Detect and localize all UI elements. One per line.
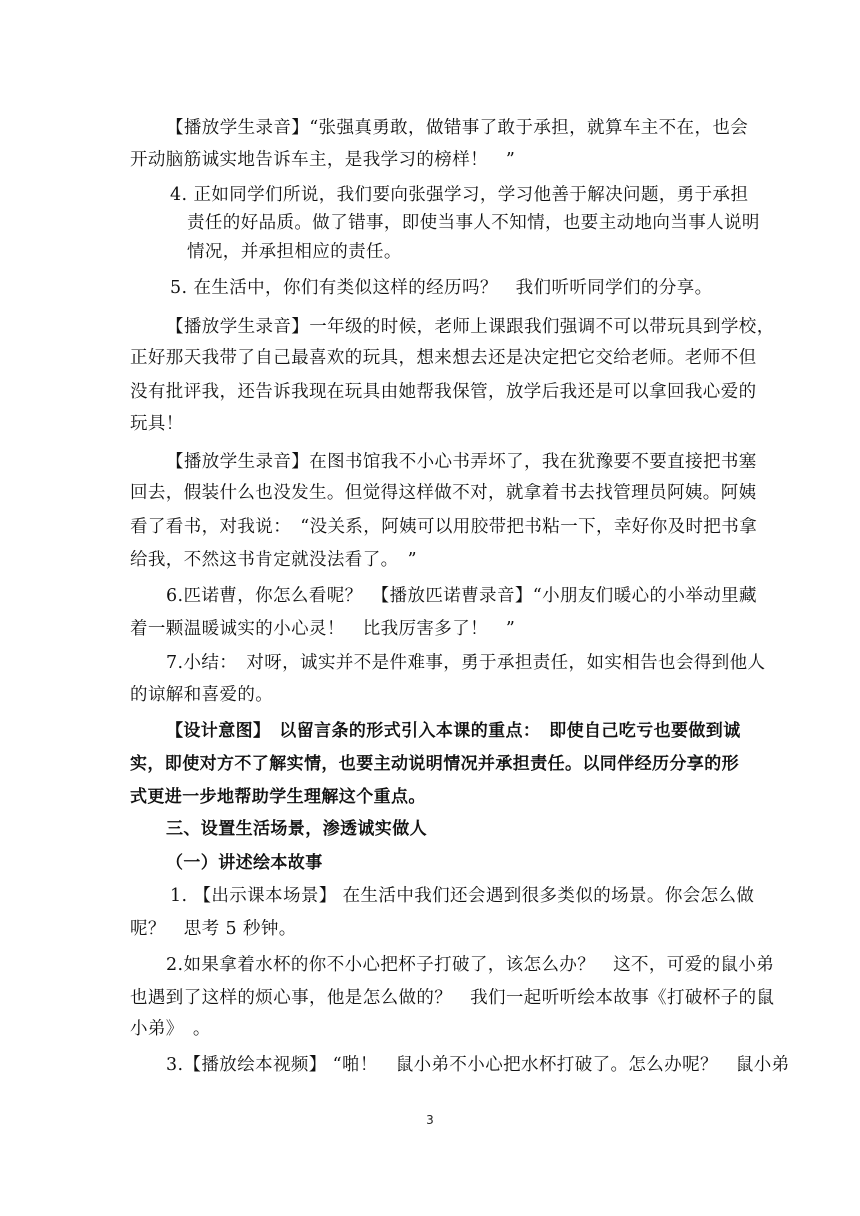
page-number: 3 <box>426 1113 434 1127</box>
text-line: 责任的好品质。做了错事，即使当事人不知情，也要主动地向当事人说明 <box>187 213 760 233</box>
design-intent-line: 实，即使对方不了解实情，也要主动说明情况并承担责任。以同伴经历分享的形 <box>130 754 739 774</box>
text-line: 开动脑筋诚实地告诉车主，是我学习的榜样！ ” <box>130 150 516 170</box>
text-line: 1. 【出示课本场景】 在生活中我们还会遇到很多类似的场景。你会怎么做 <box>170 886 755 906</box>
text-line: 也遇到了这样的烦心事，他是怎么做的？ 我们一起听听绘本故事《打破杯子的鼠 <box>130 988 775 1008</box>
text-line: 6.匹诺曹，你怎么看呢？ 【播放匹诺曹录音】“小朋友们暖心的小举动里藏 <box>166 586 757 606</box>
text-line: 玩具！ <box>130 414 184 434</box>
text-line: 2.如果拿着水杯的你不小心把杯子打破了，该怎么办？ 这不，可爱的鼠小弟 <box>166 955 775 975</box>
text-line: 回去，假装什么也没发生。但觉得这样做不对，就拿着书去找管理员阿姨。阿姨 <box>130 483 757 503</box>
text-line: 给我，不然这书肯定就没法看了。 ” <box>130 550 417 570</box>
text-line: 着一颗温暖诚实的小心灵！ 比我厉害多了！ ” <box>130 619 516 639</box>
text-line: 情况，并承担相应的责任。 <box>187 242 402 262</box>
text-line: 4. 正如同学们所说，我们要向张强学习，学习他善于解决问题，勇于承担 <box>170 185 749 205</box>
text-line: 看了看书，对我说： “没关系，阿姨可以用胶带把书粘一下，幸好你及时把书拿 <box>130 517 758 537</box>
text-line: 没有批评我，还告诉我现在玩具由她帮我保管，放学后我还是可以拿回我心爱的 <box>130 382 757 402</box>
text-line: 小弟》 。 <box>130 1019 211 1039</box>
text-line: 【播放学生录音】“张强真勇敢，做错事了敢于承担，就算车主不在，也会 <box>166 118 749 138</box>
section-heading: 三、设置生活场景，渗透诚实做人 <box>166 819 427 839</box>
design-intent-line: 式更进一步地帮助学生理解这个重点。 <box>130 787 426 807</box>
design-intent-line: 【设计意图】 以留言条的形式引入本课的重点： 即使自己吃亏也要做到诚 <box>166 721 741 741</box>
text-line: 【播放学生录音】一年级的时候，老师上课跟我们强调不可以带玩具到学校， <box>166 317 775 337</box>
text-line: 5. 在生活中，你们有类似这样的经历吗？ 我们听听同学们的分享。 <box>170 278 713 298</box>
text-line: 正好那天我带了自己最喜欢的玩具，想来想去还是决定把它交给老师。老师不但 <box>130 348 757 368</box>
text-line: 的谅解和喜爱的。 <box>130 685 274 705</box>
text-line: 3.【播放绘本视频】 “啪！ 鼠小弟不小心把水杯打破了。怎么办呢？ 鼠小弟 <box>166 1055 790 1075</box>
text-line: 7.小结： 对呀，诚实并不是件难事，勇于承担责任，如实相告也会得到他人 <box>166 653 766 673</box>
text-line: 【播放学生录音】在图书馆我不小心书弄坏了，我在犹豫要不要直接把书塞 <box>166 452 757 472</box>
text-line: 呢？ 思考 5 秒钟。 <box>130 919 297 939</box>
subsection-heading: （一）讲述绘本故事 <box>166 853 323 873</box>
